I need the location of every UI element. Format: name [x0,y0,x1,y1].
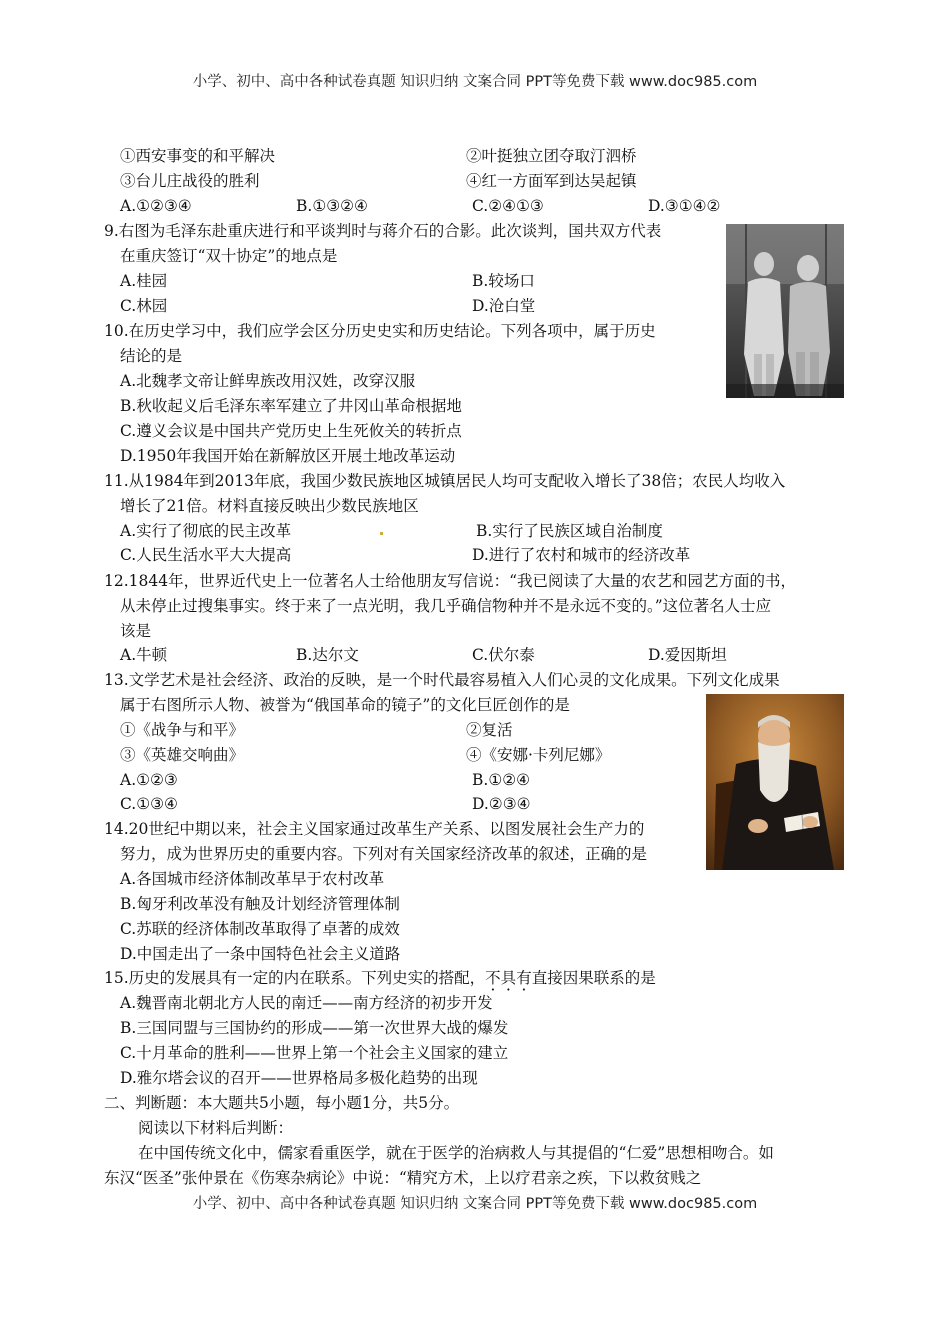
q9-option-a: A.桂园 [120,272,168,290]
section2-title: 二、判断题：本大题共5小题，每小题1分，共5分。 [104,1094,460,1112]
q13-stem-2: 属于右图所示人物、被誉为“俄国革命的镜子”的文化巨匠创作的是 [120,696,570,714]
q12-option-c: C.伏尔泰 [472,646,535,664]
q11-stem-1: 11.从1984年到2013年底，我国少数民族地区城镇居民人均可支配收入增长了38倍；农民人均收入 [104,472,786,490]
q10-option-b: B.秋收起义后毛泽东率军建立了井冈山革命根据地 [120,397,462,415]
q8-item-4: ④红一方面军到达吴起镇 [466,172,637,190]
q15-stem-post: 直接因果联系的是 [531,969,656,987]
q15-stem [104,967,656,989]
q11-option-a: A.实行了彻底的民主改革 [120,522,292,540]
q15-option-b: B.三国同盟与三国协约的形成——第一次世界大战的爆发 [120,1019,509,1037]
q15-stem-pre: 15.历史的发展具有一定的内在联系。下列史实的搭配， [104,969,486,987]
q9-stem-2: 在重庆签订“双十协定”的地点是 [120,247,338,265]
q11-option-c: C.人民生活水平大大提高 [120,546,292,564]
q15-option-d: D.雅尔塔会议的召开——世界格局多极化趋势的出现 [120,1069,478,1087]
section2-para-2: 东汉“医圣”张仲景在《伤寒杂病论》中说：“精究方术，上以疗君亲之疾，下以救贫贱之 [104,1169,702,1187]
q15-option-a: A.魏晋南北朝北方人民的南迁——南方经济的初步开发 [120,994,493,1012]
portrait-tolstoy-image [706,694,844,870]
q8-item-2: ②叶挺独立团夺取汀泗桥 [466,147,637,165]
section2-intro: 阅读以下材料后判断： [138,1119,294,1137]
q12-stem-1: 12.1844年，世界近代史上一位著名人士给他朋友写信说：“我已阅读了大量的农艺和园艺方面的书， [104,572,797,590]
stray-dot [380,532,383,535]
q13-item-2: ②复活 [466,721,513,739]
q15-emph-3: 有 [516,969,532,987]
q14-option-d: D.中国走出了一条中国特色社会主义道路 [120,945,401,963]
q14-option-b: B.匈牙利改革没有触及计划经济管理体制 [120,895,400,913]
q14-stem-1: 14.20世纪中期以来，社会主义国家通过改革生产关系、以图发展社会生产力的 [104,820,645,838]
q9-stem-1: 9.右图为毛泽东赴重庆进行和平谈判时与蒋介石的合影。此次谈判，国共双方代表 [104,222,662,240]
photo-mao-chiang [726,224,844,398]
portrait-tolstoy [706,694,844,870]
q14-option-a: A.各国城市经济体制改革早于农村改革 [120,870,385,888]
q15-emph-2: 具 [500,969,517,987]
q8-option-a: A.①②③④ [120,197,192,215]
q8-option-b: B.①③②④ [296,197,368,215]
q10-option-d: D.1950年我国开始在新解放区开展土地改革运动 [120,447,456,465]
q11-option-b: B.实行了民族区域自治制度 [476,522,663,540]
page-header: 小学、初中、高中各种试卷真题 知识归纳 文案合同 PPT等免费下载 www.doc985.com [192,74,758,90]
q13-option-c: C.①③④ [120,795,178,813]
q10-stem-2: 结论的是 [120,347,183,365]
q13-item-1: ①《战争与和平》 [120,721,245,739]
q11-option-d: D.进行了农村和城市的经济改革 [472,546,691,564]
q10-stem-1: 10.在历史学习中，我们应学会区分历史史实和历史结论。下列各项中，属于历史 [104,322,656,340]
q8-option-c: C.②④①③ [472,197,544,215]
q13-stem-1: 13.文学艺术是社会经济、政治的反映，是一个时代最容易植入人们心灵的文化成果。下列文化成果 [104,671,780,689]
q15-option-c: C.十月革命的胜利——世界上第一个社会主义国家的建立 [120,1044,509,1062]
q10-option-c: C.遵义会议是中国共产党历史上生死攸关的转折点 [120,422,462,440]
q14-stem-2: 努力，成为世界历史的重要内容。下列对有关国家经济改革的叙述，正确的是 [120,845,648,863]
q11-stem-2: 增长了21倍。材料直接反映出少数民族地区 [120,497,419,515]
q12-option-b: B.达尔文 [296,646,359,664]
q13-item-4: ④《安娜·卡列尼娜》 [466,746,611,764]
q12-stem-3: 该是 [120,622,152,640]
q10-option-a: A.北魏孝文帝让鲜卑族改用汉姓，改穿汉服 [120,372,416,390]
q12-stem-2: 从未停止过搜集事实。终于来了一点光明，我几乎确信物种并不是永远不变的。”这位著名人士应 [120,597,772,615]
section2-para-1: 在中国传统文化中，儒家看重医学，就在于医学的治病救人与其提倡的“仁爱”思想相吻合。如 [138,1144,774,1162]
q14-option-c: C.苏联的经济体制改革取得了卓著的成效 [120,920,400,938]
q15-emph-1: 不 [485,969,501,987]
page-footer: 小学、初中、高中各种试卷真题 知识归纳 文案合同 PPT等免费下载 www.doc985.com [192,1196,758,1212]
q13-option-d: D.②③④ [472,795,531,813]
q9-option-c: C.林园 [120,297,168,315]
photo-mao-chiang-image [726,224,844,398]
q13-option-b: B.①②④ [472,771,531,789]
q9-option-b: B.较场口 [472,272,535,290]
q8-item-3: ③台儿庄战役的胜利 [120,172,260,190]
q9-option-d: D.沧白堂 [472,297,536,315]
q12-option-a: A.牛顿 [120,646,168,664]
q13-option-a: A.①②③ [120,771,178,789]
q12-option-d: D.爱因斯坦 [648,646,727,664]
q13-item-3: ③《英雄交响曲》 [120,746,245,764]
q8-option-d: D.③①④② [648,197,721,215]
q8-item-1: ①西安事变的和平解决 [120,147,276,165]
